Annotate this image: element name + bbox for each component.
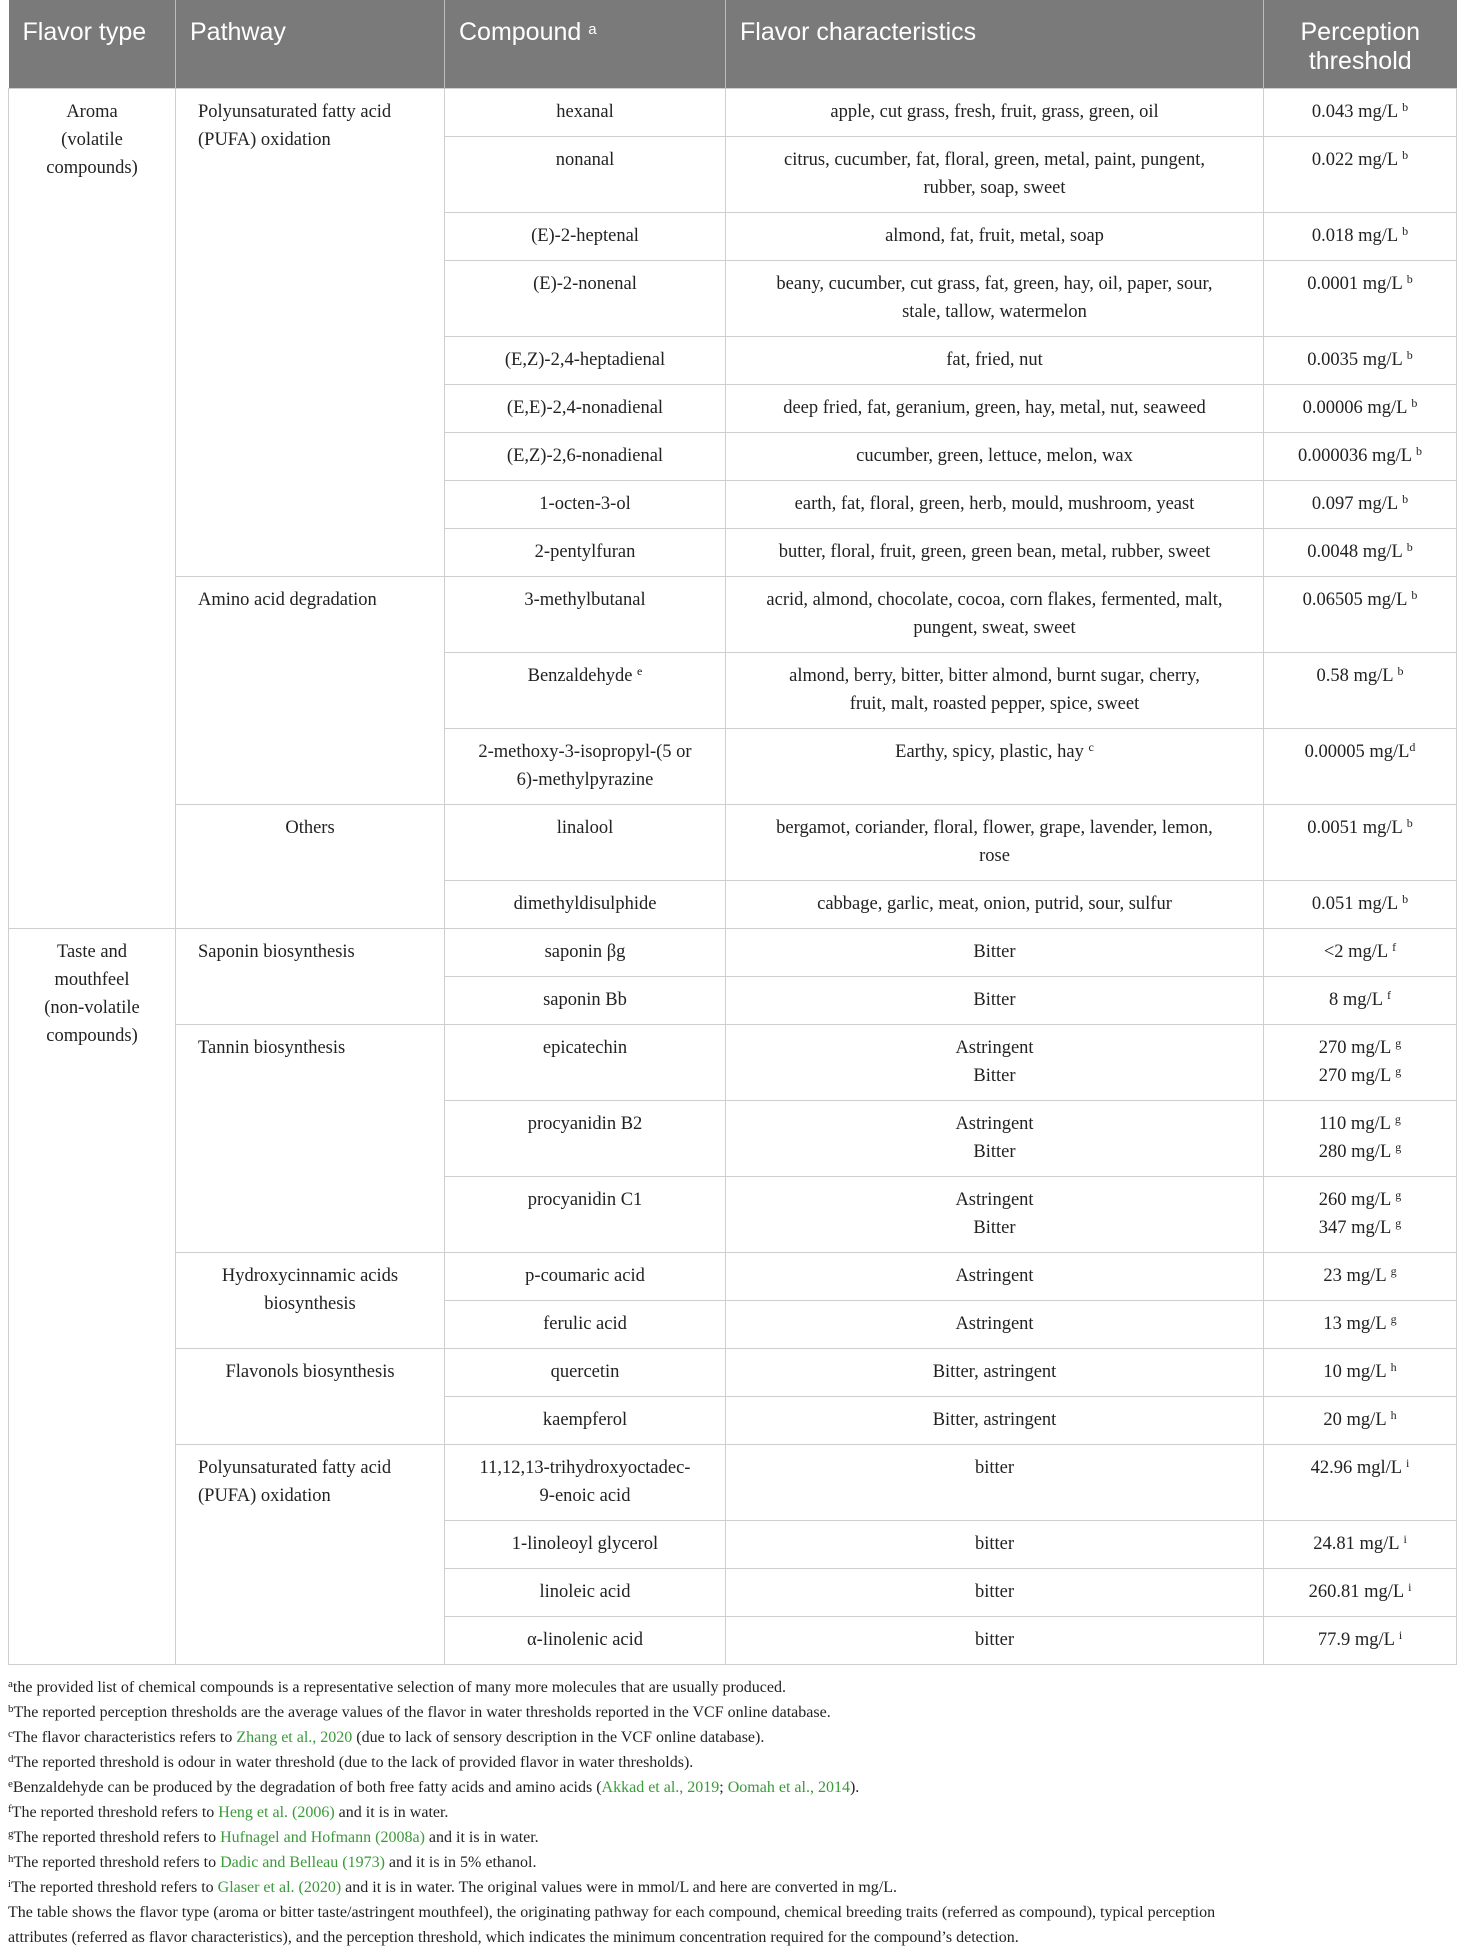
compound-cell: hexanal: [445, 89, 726, 137]
compound-cell: 1-linoleoyl glycerol: [445, 1521, 726, 1569]
table-row: [9, 805, 1457, 881]
compound-cell: (E)-2-nonenal: [445, 261, 726, 337]
reference-link[interactable]: Hufnagel and Hofmann (2008a): [220, 1829, 425, 1846]
footnote-e: $^e$Benzaldehyde can be produced by the degradation of both free fatty acids and amino acids (Akkad et al., 2019; Oomah et al., 2014).: [8, 1778, 860, 1796]
pathway-pufa-oxidation-taste: Polyunsaturated fatty acid (PUFA) oxidation: [176, 1445, 445, 1665]
threshold-cell: 0.0048 mg/L $^b$: [1264, 529, 1457, 577]
flavor-cell: bitter: [726, 1617, 1264, 1665]
reference-link[interactable]: Dadic and Belleau (1973): [220, 1854, 385, 1871]
compound-cell: 2-pentylfuran: [445, 529, 726, 577]
header-flavor-characteristics: Flavor characteristics: [726, 0, 1264, 89]
flavor-cell: Astringent Bitter: [726, 1177, 1264, 1253]
compound-cell: α-linolenic acid: [445, 1617, 726, 1665]
flavor-cell: bitter: [726, 1569, 1264, 1617]
threshold-cell: 77.9 mg/L $^i$: [1264, 1617, 1457, 1665]
footnote-f: $^f$The reported threshold refers to Heng et al. (2006) and it is in water.: [8, 1803, 449, 1821]
compound-cell: procyanidin B2: [445, 1101, 726, 1177]
threshold-cell: 270 mg/L $^g$ 270 mg/L $^g$: [1264, 1025, 1457, 1101]
compound-cell: nonanal: [445, 137, 726, 213]
table-row: [9, 1445, 1457, 1521]
compound-cell: (E,E)-2,4-nonadienal: [445, 385, 726, 433]
footnotes: [8, 1675, 1456, 1950]
pathway-flavonols: Flavonols biosynthesis: [176, 1349, 445, 1445]
footnote-h: $^h$The reported threshold refers to Dadic and Belleau (1973) and it is in 5% ethanol.: [8, 1853, 537, 1871]
threshold-cell: 0.000036 mg/L $^b$: [1264, 433, 1457, 481]
reference-link[interactable]: Akkad et al., 2019: [601, 1779, 720, 1796]
threshold-cell: 260.81 mg/L $^i$: [1264, 1569, 1457, 1617]
compound-cell: (E,Z)-2,4-heptadienal: [445, 337, 726, 385]
threshold-cell: 0.58 mg/L $^b$: [1264, 653, 1457, 729]
compound-cell: (E,Z)-2,6-nonadienal: [445, 433, 726, 481]
flavor-cell: Bitter, astringent: [726, 1349, 1264, 1397]
footnote-i: $^i$The reported threshold refers to Glaser et al. (2020) and it is in water. The original values were in mmol/L and here are converted in mg/L.: [8, 1878, 897, 1896]
footnote-g: $^g$The reported threshold refers to Hufnagel and Hofmann (2008a) and it is in water.: [8, 1828, 539, 1846]
compound-cell: 11,12,13-trihydroxyoctadec- 9-enoic acid: [445, 1445, 726, 1521]
flavor-cell: almond, fat, fruit, metal, soap: [726, 213, 1264, 261]
flavor-cell: deep fried, fat, geranium, green, hay, metal, nut, seaweed: [726, 385, 1264, 433]
flavor-cell: Earthy, spicy, plastic, hay $^c$: [726, 729, 1264, 805]
compound-cell: p-coumaric acid: [445, 1253, 726, 1301]
compound-cell: dimethyldisulphide: [445, 881, 726, 929]
flavor-cell: Bitter: [726, 977, 1264, 1025]
footnote-d: $^d$The reported threshold is odour in water threshold (due to the lack of provided flavor in water thresholds).: [8, 1753, 694, 1771]
flavor-cell: butter, floral, fruit, green, green bean, metal, rubber, sweet: [726, 529, 1264, 577]
compound-cell: procyanidin C1: [445, 1177, 726, 1253]
table-body: [9, 89, 1457, 1665]
compound-cell: kaempferol: [445, 1397, 726, 1445]
header-flavor-type: Flavor type: [9, 0, 176, 89]
threshold-cell: 8 mg/L $^f$: [1264, 977, 1457, 1025]
flavor-cell: bitter: [726, 1521, 1264, 1569]
threshold-cell: 260 mg/L $^g$ 347 mg/L $^g$: [1264, 1177, 1457, 1253]
flavor-compounds-table: [8, 0, 1457, 1665]
threshold-cell: <2 mg/L $^f$: [1264, 929, 1457, 977]
header-perception-threshold: Perception threshold: [1264, 0, 1457, 89]
table-row: [9, 1349, 1457, 1397]
pathway-pufa-oxidation: Polyunsaturated fatty acid (PUFA) oxidation: [176, 89, 445, 577]
flavor-type-aroma: Aroma (volatile compounds): [9, 89, 176, 929]
flavor-cell: cabbage, garlic, meat, onion, putrid, sour, sulfur: [726, 881, 1264, 929]
threshold-cell: 0.00006 mg/L $^b$: [1264, 385, 1457, 433]
threshold-cell: 42.96 mgl/L $^i$: [1264, 1445, 1457, 1521]
flavor-cell: cucumber, green, lettuce, melon, wax: [726, 433, 1264, 481]
table-wrapper: [8, 0, 1456, 1950]
flavor-cell: citrus, cucumber, fat, floral, green, metal, paint, pungent, rubber, soap, sweet: [726, 137, 1264, 213]
compound-cell: saponin βg: [445, 929, 726, 977]
footnote-a: $^a$the provided list of chemical compounds is a representative selection of many more molecules that are usually produced.: [8, 1678, 786, 1696]
table-header: [9, 0, 1457, 89]
compound-cell: 2-methoxy-3-isopropyl-(5 or 6)-methylpyrazine: [445, 729, 726, 805]
pathway-tannin: Tannin biosynthesis: [176, 1025, 445, 1253]
table-summary-line2: attributes (referred as flavor characteristics), and the perception threshold, which indicates the minimum concentration required for the compound’s detection.: [8, 1929, 1019, 1946]
threshold-cell: 0.097 mg/L $^b$: [1264, 481, 1457, 529]
flavor-cell: fat, fried, nut: [726, 337, 1264, 385]
threshold-cell: 110 mg/L $^g$ 280 mg/L $^g$: [1264, 1101, 1457, 1177]
reference-link[interactable]: Zhang et al., 2020: [236, 1729, 353, 1746]
threshold-cell: 0.06505 mg/L $^b$: [1264, 577, 1457, 653]
threshold-cell: 0.022 mg/L $^b$: [1264, 137, 1457, 213]
table-row: [9, 1253, 1457, 1301]
table-row: [9, 89, 1457, 137]
pathway-hydroxycinnamic: Hydroxycinnamic acids biosynthesis: [176, 1253, 445, 1349]
reference-link[interactable]: Oomah et al., 2014: [727, 1779, 850, 1796]
footnote-b: $^b$The reported perception thresholds are the average values of the flavor in water thresholds reported in the VCF online database.: [8, 1703, 831, 1721]
flavor-cell: beany, cucumber, cut grass, fat, green, hay, oil, paper, sour, stale, tallow, watermelon: [726, 261, 1264, 337]
threshold-cell: 0.0001 mg/L $^b$: [1264, 261, 1457, 337]
threshold-cell: 0.043 mg/L $^b$: [1264, 89, 1457, 137]
pathway-others: Others: [176, 805, 445, 929]
threshold-cell: 23 mg/L $^g$: [1264, 1253, 1457, 1301]
flavor-cell: Astringent Bitter: [726, 1025, 1264, 1101]
compound-cell: ferulic acid: [445, 1301, 726, 1349]
compound-cell: 3-methylbutanal: [445, 577, 726, 653]
compound-cell: linalool: [445, 805, 726, 881]
threshold-cell: 0.0051 mg/L $^b$: [1264, 805, 1457, 881]
compound-cell: linoleic acid: [445, 1569, 726, 1617]
header-pathway: Pathway: [176, 0, 445, 89]
flavor-cell: Astringent Bitter: [726, 1101, 1264, 1177]
flavor-cell: bergamot, coriander, floral, flower, grape, lavender, lemon, rose: [726, 805, 1264, 881]
flavor-cell: Bitter, astringent: [726, 1397, 1264, 1445]
compound-cell: saponin Bb: [445, 977, 726, 1025]
compound-cell: 1-octen-3-ol: [445, 481, 726, 529]
table-summary-line1: The table shows the flavor type (aroma or bitter taste/astringent mouthfeel), the originating pathway for each compound, chemical breeding traits (referred as compound), typical perception: [8, 1904, 1216, 1921]
flavor-cell: Astringent: [726, 1253, 1264, 1301]
flavor-cell: acrid, almond, chocolate, cocoa, corn flakes, fermented, malt, pungent, sweat, sweet: [726, 577, 1264, 653]
threshold-cell: 13 mg/L $^g$: [1264, 1301, 1457, 1349]
flavor-cell: Bitter: [726, 929, 1264, 977]
compound-cell: epicatechin: [445, 1025, 726, 1101]
table-row: [9, 1025, 1457, 1101]
compound-cell: quercetin: [445, 1349, 726, 1397]
reference-link[interactable]: Heng et al. (2006): [218, 1804, 335, 1821]
pathway-amino-acid-degradation: Amino acid degradation: [176, 577, 445, 805]
reference-link[interactable]: Glaser et al. (2020): [217, 1879, 342, 1896]
flavor-cell: apple, cut grass, fresh, fruit, grass, green, oil: [726, 89, 1264, 137]
threshold-cell: 10 mg/L $^h$: [1264, 1349, 1457, 1397]
flavor-cell: earth, fat, floral, green, herb, mould, mushroom, yeast: [726, 481, 1264, 529]
threshold-cell: 24.81 mg/L $^i$: [1264, 1521, 1457, 1569]
footnote-c: $^c$The flavor characteristics refers to Zhang et al., 2020 (due to lack of sensory description in the VCF online database).: [8, 1728, 765, 1746]
table-row: [9, 929, 1457, 977]
compound-cell: (E)-2-heptenal: [445, 213, 726, 261]
header-compound: Compound $^a$: [445, 0, 726, 89]
flavor-cell: Astringent: [726, 1301, 1264, 1349]
flavor-cell: almond, berry, bitter, bitter almond, burnt sugar, cherry, fruit, malt, roasted pepper, spice, sweet: [726, 653, 1264, 729]
flavor-cell: bitter: [726, 1445, 1264, 1521]
threshold-cell: 0.051 mg/L $^b$: [1264, 881, 1457, 929]
compound-cell: Benzaldehyde $^e$: [445, 653, 726, 729]
threshold-cell: 0.00005 $mg/L^d$: [1264, 729, 1457, 805]
threshold-cell: 0.0035 mg/L $^b$: [1264, 337, 1457, 385]
pathway-saponin: Saponin biosynthesis: [176, 929, 445, 1025]
table-row: [9, 577, 1457, 653]
flavor-type-taste: Taste and mouthfeel (non-volatile compounds): [9, 929, 176, 1665]
threshold-cell: 0.018 mg/L $^b$: [1264, 213, 1457, 261]
threshold-cell: 20 mg/L $^h$: [1264, 1397, 1457, 1445]
